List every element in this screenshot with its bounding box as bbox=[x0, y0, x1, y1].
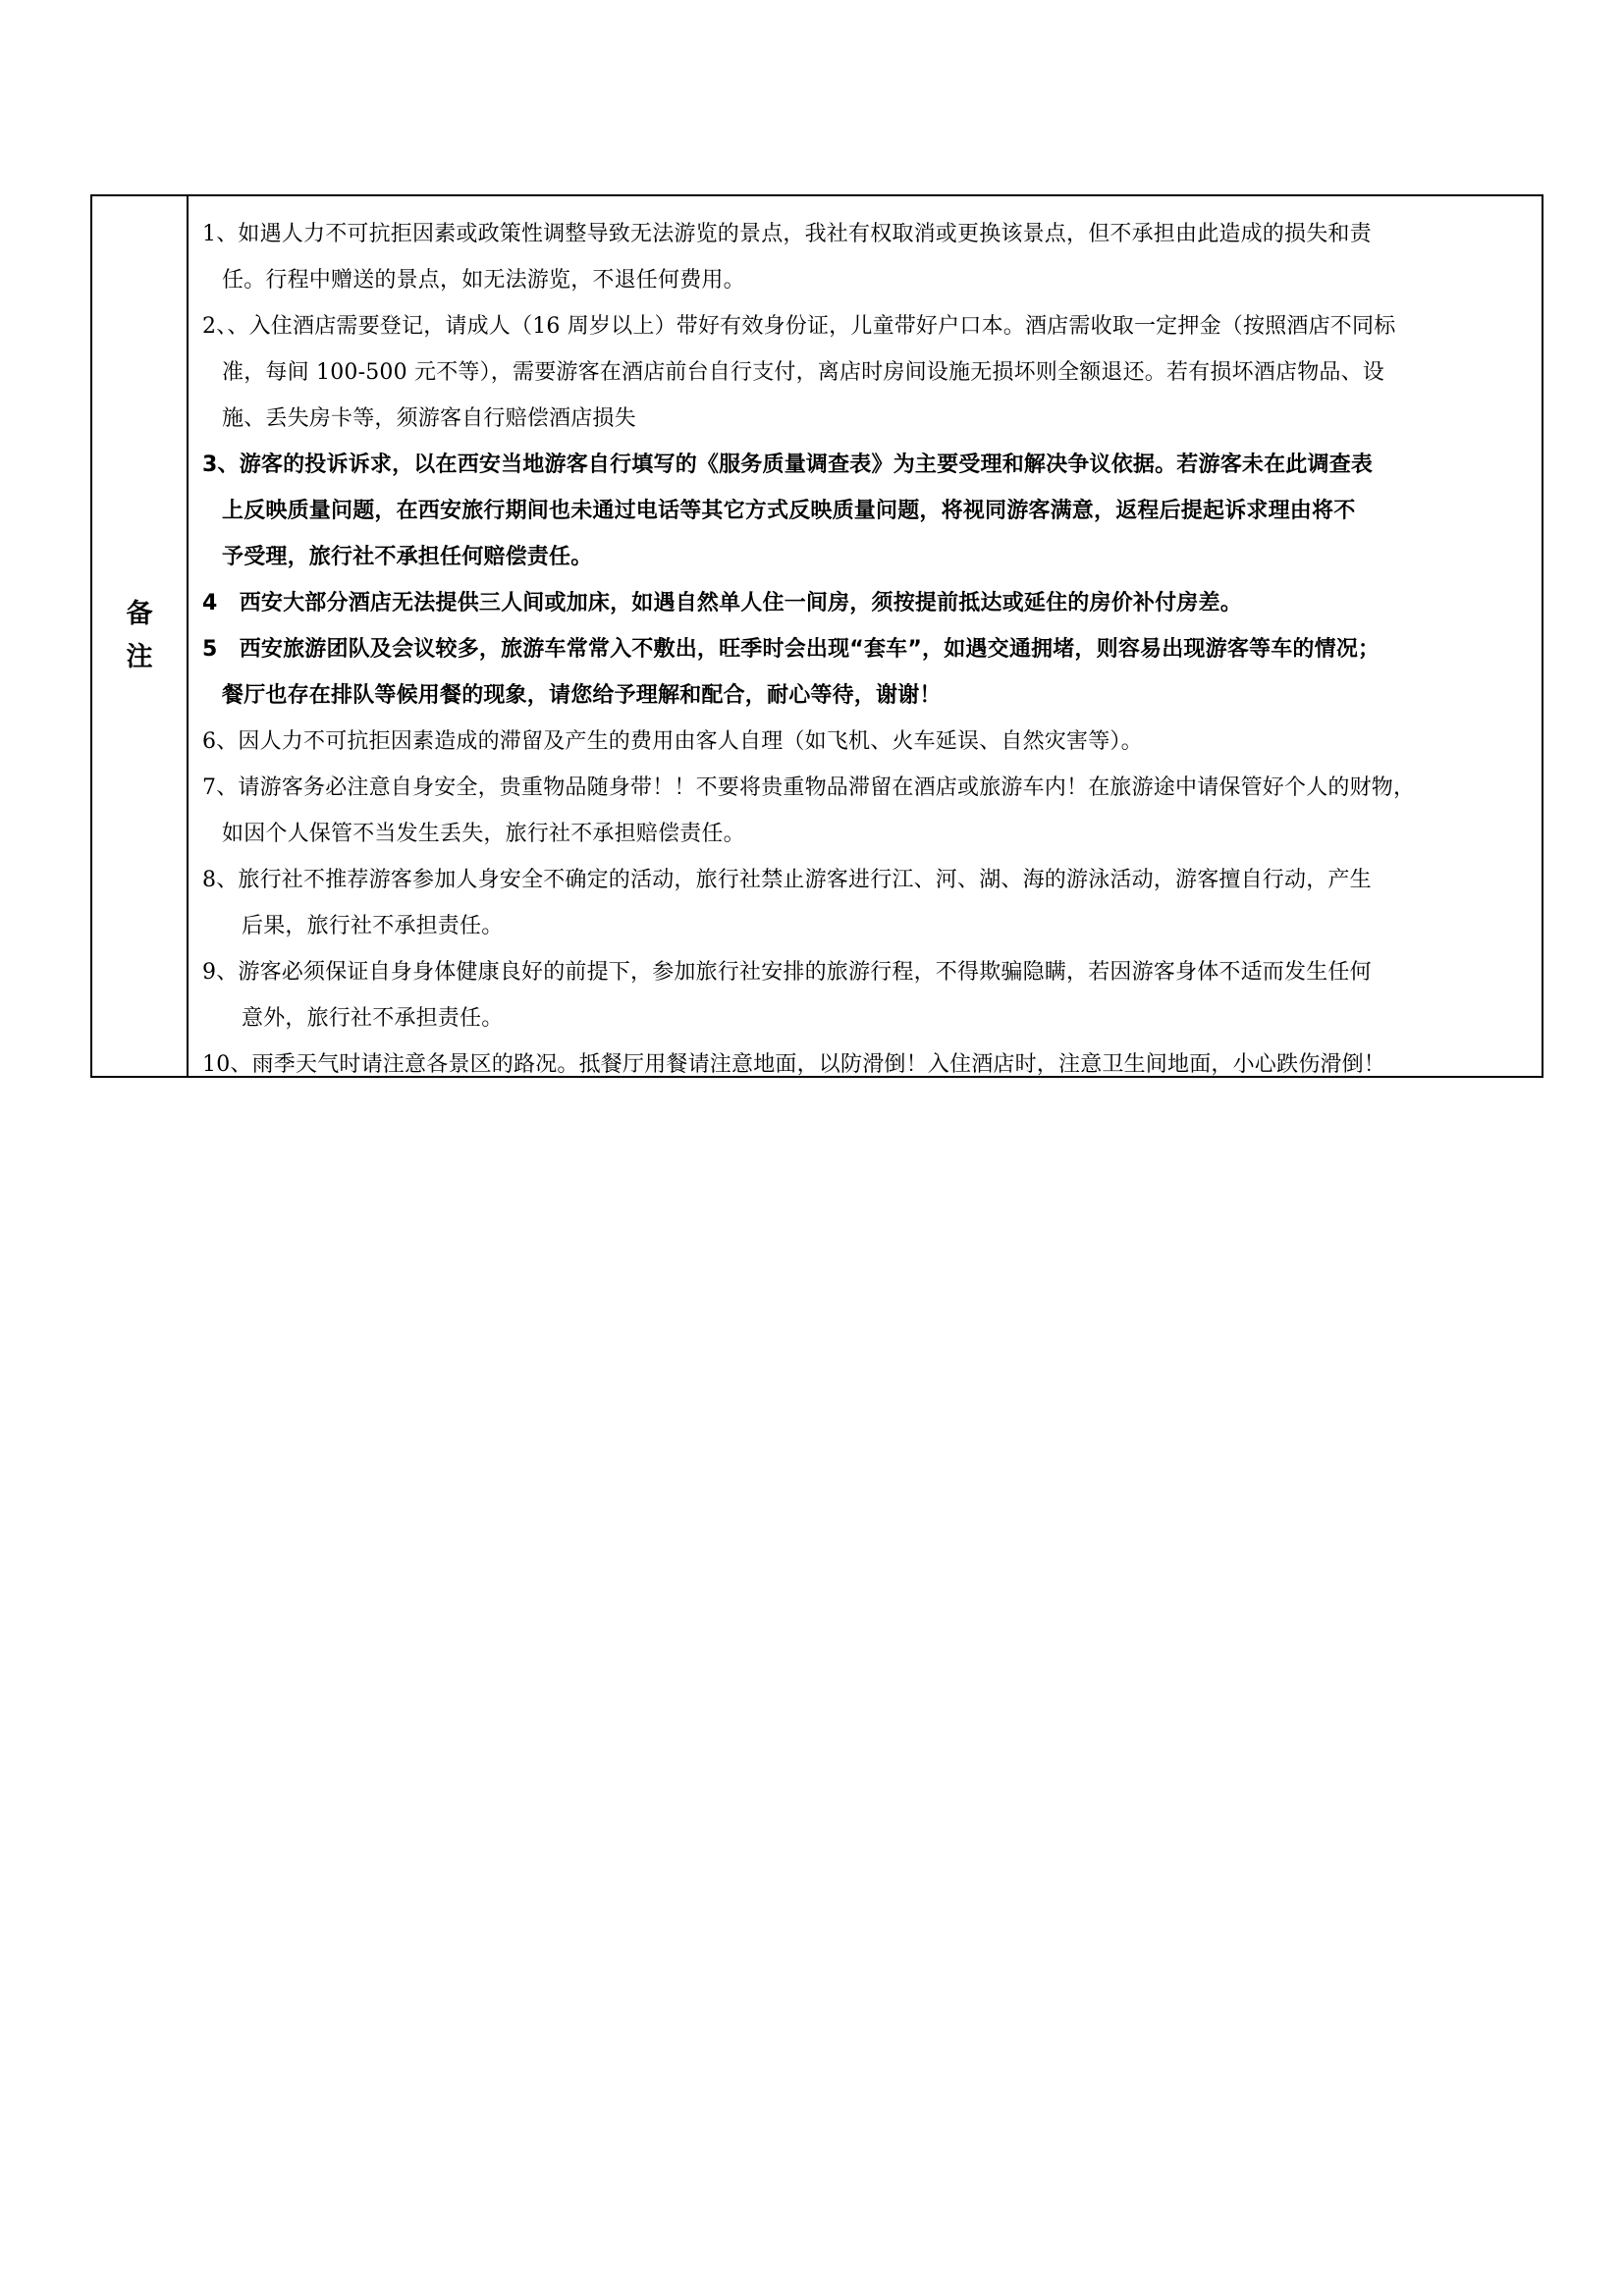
note-line: 1、如遇人力不可抗拒因素或政策性调整导致无法游览的景点，我社有权取消或更换该景点，但不承担由此造成的损失和责 bbox=[202, 222, 1372, 246]
note-line: 上反映质量问题，在西安旅行期间也未通过电话等其它方式反映质量问题，将视同游客满意，返程后提起诉求理由将不 bbox=[222, 499, 1356, 523]
note-line: 如因个人保管不当发生丢失，旅行社不承担赔偿责任。 bbox=[222, 822, 745, 846]
note-item-10 bbox=[202, 1041, 1530, 1088]
notes-label-char-1: 备 bbox=[126, 599, 153, 629]
note-line: 4 西安大部分酒店无法提供三人间或加床，如遇自然单人住一间房，须按提前抵达或延住的房价补付房差。 bbox=[202, 591, 1242, 615]
note-item-8 bbox=[202, 857, 1530, 949]
note-line: 餐厅也存在排队等候用餐的现象，请您给予理解和配合，耐心等待，谢谢！ bbox=[222, 683, 942, 708]
note-item-5 bbox=[202, 626, 1530, 719]
note-item-3 bbox=[202, 442, 1530, 580]
note-item-7 bbox=[202, 765, 1530, 857]
note-item-9 bbox=[202, 949, 1530, 1041]
note-line: 5 西安旅游团队及会议较多，旅游车常常入不敷出，旺季时会出现“套车”，如遇交通拥堵，则容易出现游客等车的情况； bbox=[202, 637, 1380, 662]
note-line: 3、游客的投诉诉求，以在西安当地游客自行填写的《服务质量调查表》为主要受理和解决争议依据。若游客未在此调查表 bbox=[202, 453, 1374, 477]
note-line: 9、游客必须保证自身身体健康良好的前提下，参加旅行社安排的旅游行程，不得欺骗隐瞒，若因游客身体不适而发生任何 bbox=[202, 960, 1372, 985]
notes-label-cell bbox=[92, 196, 189, 1076]
note-line: 予受理，旅行社不承担任何赔偿责任。 bbox=[222, 545, 593, 569]
notes-table bbox=[90, 194, 1543, 1078]
note-line: 后果，旅行社不承担责任。 bbox=[242, 914, 504, 938]
note-line: 准，每间 100-500 元不等），需要游客在酒店前台自行支付，离店时房间设施无损坏则全额退还。若有损坏酒店物品、设 bbox=[222, 360, 1385, 385]
note-line: 7、请游客务必注意自身安全，贵重物品随身带！！不要将贵重物品滞留在酒店或旅游车内！在旅游途中请保管好个人的财物， bbox=[202, 775, 1416, 800]
note-item-2 bbox=[202, 303, 1530, 442]
note-item-4 bbox=[202, 580, 1530, 626]
note-line: 10、雨季天气时请注意各景区的路况。抵餐厅用餐请注意地面，以防滑倒！入住酒店时，注意卫生间地面，小心跌伤滑倒！ bbox=[202, 1052, 1385, 1077]
note-line: 意外，旅行社不承担责任。 bbox=[242, 1006, 504, 1031]
notes-label-char-2: 注 bbox=[126, 642, 153, 672]
note-line: 2、、入住酒店需要登记，请成人（16 周岁以上）带好有效身份证，儿童带好户口本。酒店需收取一定押金（按照酒店不同标 bbox=[202, 314, 1396, 339]
note-item-1 bbox=[202, 211, 1530, 303]
note-line: 6、因人力不可抗拒因素造成的滞留及产生的费用由客人自理（如飞机、火车延误、自然灾害等）。 bbox=[202, 729, 1143, 754]
note-item-6 bbox=[202, 719, 1530, 765]
note-line: 8、旅行社不推荐游客参加人身安全不确定的活动，旅行社禁止游客进行江、河、湖、海的游泳活动，游客擅自行动，产生 bbox=[202, 868, 1372, 892]
note-line: 任。行程中赠送的景点，如无法游览，不退任何费用。 bbox=[222, 268, 745, 293]
notes-content-cell bbox=[189, 196, 1542, 1076]
note-line: 施、丢失房卡等，须游客自行赔偿酒店损失 bbox=[222, 406, 636, 431]
